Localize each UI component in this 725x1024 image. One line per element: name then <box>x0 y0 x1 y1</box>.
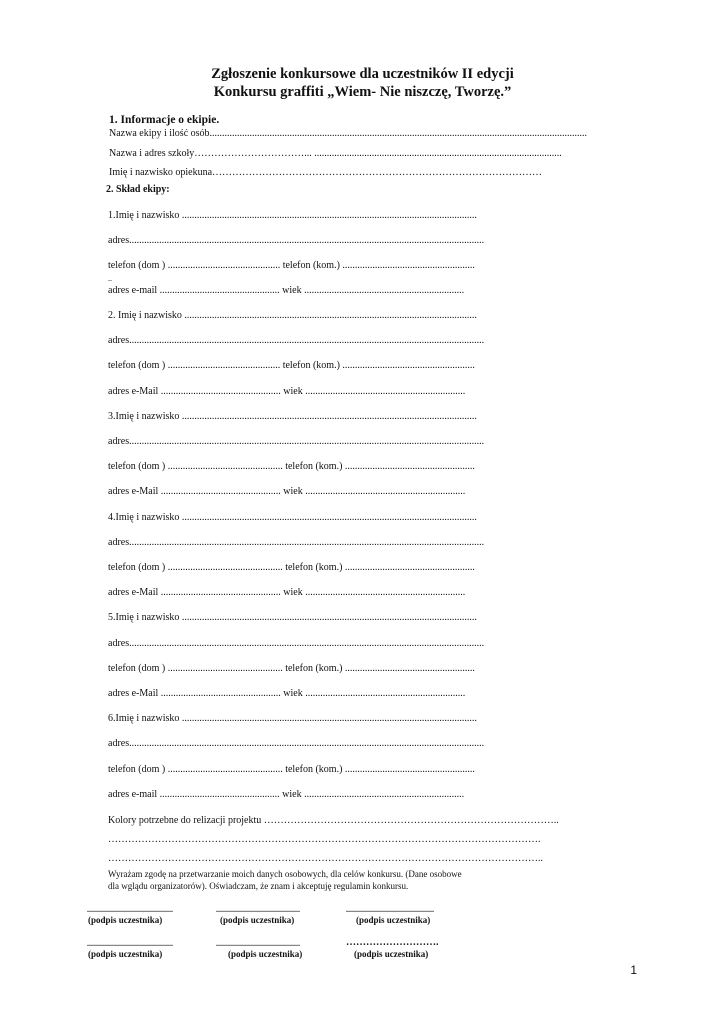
section-1-heading: 1. Informacje o ekipie. <box>109 114 220 126</box>
signature-label-3: (podpis uczestnika) <box>356 915 431 925</box>
signature-label-2: (podpis uczestnika) <box>220 915 295 925</box>
member-1-email-age-field[interactable]: adres e-mail ................................................ wiek ................................................................ <box>108 285 465 296</box>
signature-line-4[interactable]: ........................................... <box>87 939 173 948</box>
signature-label-4: (podpis uczestnika) <box>88 949 163 959</box>
member-4-name-field[interactable]: 4.Imię i nazwisko ...................................................................................................................... <box>108 512 477 523</box>
member-5-address-field[interactable]: adres.............................................................................................................................................. <box>108 638 485 649</box>
signature-label-6: (podpis uczestnika) <box>354 949 429 959</box>
consent-text-line-2: dla wglądu organizatorów). Oświadczam, że znam i akceptuję regulamin konkursu. <box>108 881 409 891</box>
member-4-email-age-field[interactable]: adres e-Mail ................................................ wiek ................................................................ <box>108 587 466 598</box>
signature-label-1: (podpis uczestnika) <box>88 915 163 925</box>
member-1-extra-dots: .. <box>108 274 112 283</box>
supervisor-name-field[interactable]: Imię i nazwisko opiekuna……………………………………………………………………………………… <box>109 167 543 178</box>
signature-line-1[interactable]: ........................................... <box>87 905 173 914</box>
school-name-address-field[interactable]: Nazwa i adres szkoły……………………………... ................................................................................................... <box>109 148 562 159</box>
colors-needed-line-2[interactable]: …………………………………………………………………………………………………………………. <box>108 834 541 845</box>
member-6-address-field[interactable]: adres.............................................................................................................................................. <box>108 738 485 749</box>
member-5-phone-field[interactable]: telefon (dom ) .............................................. telefon (kom.) .................................................... <box>108 663 475 674</box>
member-6-email-age-field[interactable]: adres e-mail ................................................ wiek ................................................................ <box>108 789 465 800</box>
member-1-name-field[interactable]: 1.Imię i nazwisko ...................................................................................................................... <box>108 210 477 221</box>
member-1-phone-field[interactable]: telefon (dom ) ............................................. telefon (kom.) ..................................................... <box>108 260 475 271</box>
member-1-address-field[interactable]: adres.............................................................................................................................................. <box>108 235 485 246</box>
member-2-address-field[interactable]: adres.............................................................................................................................................. <box>108 335 485 346</box>
signature-line-5[interactable]: .......................................... <box>216 939 300 948</box>
colors-needed-field[interactable]: Kolory potrzebne do relizacji projektu …………………………………………………………………………….. <box>108 815 559 826</box>
member-3-phone-field[interactable]: telefon (dom ) .............................................. telefon (kom.) .................................................... <box>108 461 475 472</box>
signature-line-2[interactable]: .......................................... <box>216 905 300 914</box>
page-title-line-1: Zgłoszenie konkursowe dla uczestników II edycji <box>211 66 514 82</box>
member-6-phone-field[interactable]: telefon (dom ) .............................................. telefon (kom.) .................................................... <box>108 764 475 775</box>
member-4-phone-field[interactable]: telefon (dom ) .............................................. telefon (kom.) .................................................... <box>108 562 475 573</box>
page-title-line-2: Konkursu graffiti „Wiem- Nie niszczę, Tworzę.” <box>213 84 512 100</box>
page-number: 1 <box>630 963 637 977</box>
member-2-name-field[interactable]: 2. Imię i nazwisko ..................................................................................................................... <box>108 310 477 321</box>
signature-label-5: (podpis uczestnika) <box>228 949 303 959</box>
member-3-address-field[interactable]: adres.............................................................................................................................................. <box>108 436 485 447</box>
member-5-name-field[interactable]: 5.Imię i nazwisko ...................................................................................................................... <box>108 612 477 623</box>
section-2-heading: 2. Skład ekipy: <box>106 184 170 195</box>
member-5-email-age-field[interactable]: adres e-Mail ................................................ wiek ................................................................ <box>108 688 466 699</box>
consent-text-line-1: Wyrażam zgodę na przetwarzanie moich danych osobowych, dla celów konkursu. (Dane osobowe <box>108 869 462 879</box>
member-2-email-age-field[interactable]: adres e-Mail ................................................ wiek ................................................................ <box>108 386 466 397</box>
colors-needed-line-3[interactable]: ………………………………………………………………………………………………………………….. <box>108 853 543 864</box>
team-name-field[interactable]: Nazwa ekipy i ilość osób....................................................................................................................................................... <box>109 128 588 139</box>
member-4-address-field[interactable]: adres.............................................................................................................................................. <box>108 537 485 548</box>
member-6-name-field[interactable]: 6.Imię i nazwisko ...................................................................................................................... <box>108 713 477 724</box>
member-2-phone-field[interactable]: telefon (dom ) ............................................. telefon (kom.) ..................................................... <box>108 360 475 371</box>
signature-line-6[interactable]: ………………………. <box>346 937 439 948</box>
member-3-name-field[interactable]: 3.Imię i nazwisko ...................................................................................................................... <box>108 411 477 422</box>
member-3-email-age-field[interactable]: adres e-Mail ................................................ wiek ................................................................ <box>108 486 466 497</box>
signature-line-3[interactable]: ............................................ <box>346 905 434 914</box>
